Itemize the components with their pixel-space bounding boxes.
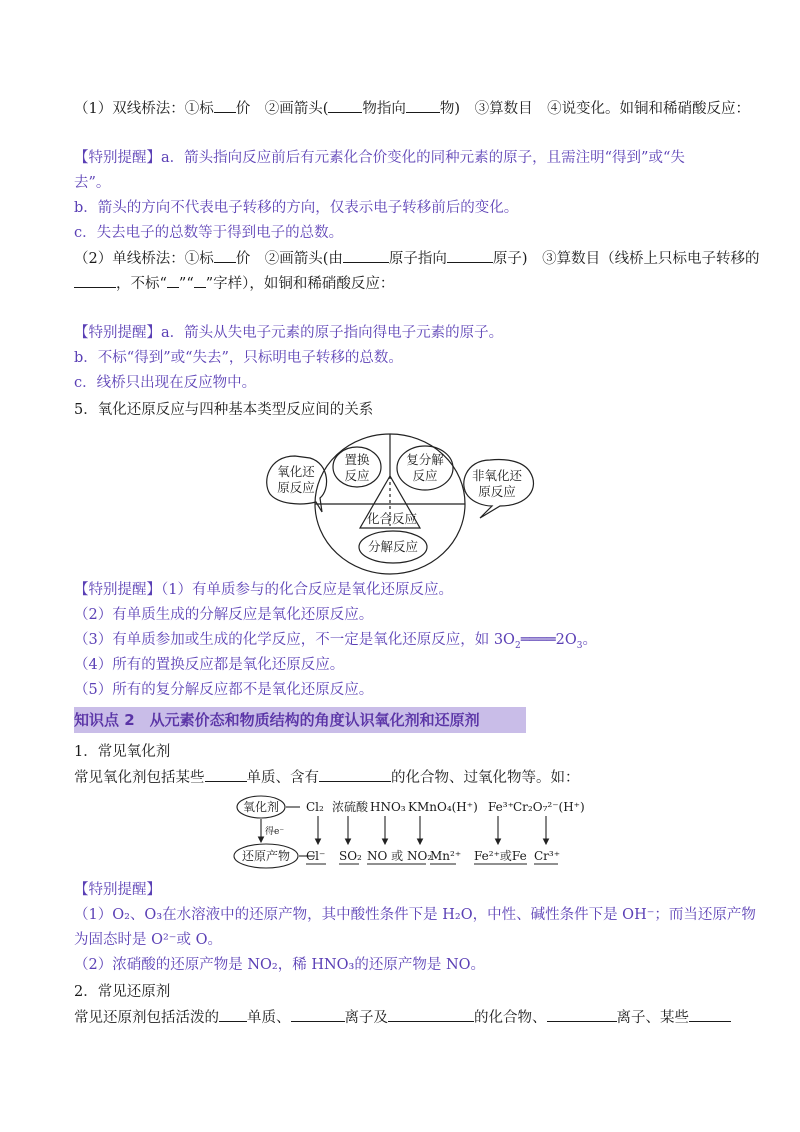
blank	[343, 248, 389, 263]
product-mn2: Mn²⁺	[430, 849, 462, 863]
tip1-line-a	[74, 148, 685, 168]
oxidant-intro-b: 单质、含有	[246, 770, 319, 786]
blank	[194, 273, 206, 288]
oxidant-label: 氧化剂	[242, 800, 280, 814]
oxidant-cr2o7: Cr₂O₇²⁻(H⁺)	[513, 800, 585, 814]
relation-diagram	[0, 426, 800, 586]
oxidant-title: 1．常见氧化剂	[74, 744, 171, 760]
blank	[319, 767, 391, 782]
blank	[74, 273, 116, 288]
tip3-item1: （1）有单质参与的化合反应是氧化还原反应。	[161, 582, 453, 598]
tip1-line-a2: 去”。	[74, 175, 111, 191]
oxidant-kmno4: KMnO₄(H⁺)	[408, 800, 478, 814]
single-bridge-text-5: ，不标“	[116, 276, 167, 292]
tip2-line-b: b．不标“得到”或“失去”，只标明电子转移的总数。	[74, 350, 403, 366]
tip3-line-3	[74, 630, 597, 656]
reduction-product-label: 还原产物	[241, 849, 291, 863]
single-bridge-text-7: ”字样），如铜和稀硝酸反应：	[205, 276, 395, 292]
tip-label: 【特别提醒】	[74, 325, 161, 341]
decomposition-text: 分解反应	[367, 539, 419, 554]
product-cl: Cl⁻	[306, 849, 326, 863]
relation-title: 5．氧化还原反应与四种基本类型反应间的关系	[74, 402, 374, 418]
tip1-line-c: c．失去电子的总数等于得到电子的总数。	[74, 225, 344, 241]
left-bubble-text-2: 原反应	[277, 480, 315, 495]
reductant-text-e: 离子、某些	[616, 1010, 689, 1026]
reductant-text-a: 常见还原剂包括活泼的	[74, 1010, 219, 1026]
blank	[214, 248, 236, 263]
tip1-a: a．箭头指向反应前后有元素化合价变化的同种元素的原子，且需注明“得到”或“失	[161, 150, 685, 166]
blank	[388, 1007, 474, 1022]
single-bridge-text-2: 价 ②画箭头(由	[235, 251, 343, 267]
knowledge-point-title: 知识点 2 从元素价态和物质结构的角度认识氧化剂和还原剂	[74, 711, 480, 729]
tip2-line-c: c．线桥只出现在反应物中。	[74, 375, 257, 391]
subscript: 3	[576, 640, 583, 651]
tip-label: 【特别提醒】	[74, 582, 161, 598]
double-decomp-text-2: 反应	[412, 468, 438, 483]
double-decomp-text-1: 复分解	[406, 452, 444, 467]
tip3-item3-eq: ════2O	[520, 632, 577, 648]
blank	[219, 1007, 247, 1022]
double-bridge-line	[74, 98, 750, 119]
replace-text-1: 置换	[344, 452, 370, 467]
oxidant-diagram	[0, 794, 800, 874]
oxidant-cl2: Cl₂	[306, 800, 324, 814]
reductant-text-c: 离子及	[344, 1010, 388, 1026]
left-bubble-text-1: 氧化还	[277, 464, 315, 479]
replace-text-2: 反应	[344, 468, 370, 483]
single-bridge-text-6: ”“	[178, 276, 194, 292]
tip3-item3: （3）有单质参加或生成的化学反应，不一定是氧化还原反应，如 3O	[74, 632, 515, 648]
tip3-line-5: （5）所有的复分解反应都不是氧化还原反应。	[74, 682, 374, 698]
tip2-line-a	[74, 323, 503, 343]
tip3-line-4: （4）所有的置换反应都是氧化还原反应。	[74, 657, 345, 673]
blank	[406, 98, 440, 113]
oxidant-intro	[74, 767, 580, 788]
product-so2: SO₂	[339, 849, 362, 863]
blank	[214, 98, 236, 113]
blank	[547, 1007, 617, 1022]
right-bubble-text-1: 非氧化还	[471, 468, 523, 483]
tip-label: 【特别提醒】	[74, 150, 161, 166]
oxidant-intro-c: 的化合物、过氧化物等。如：	[391, 770, 580, 786]
reductant-title: 2．常见还原剂	[74, 984, 171, 1000]
oxidant-h2so4: 浓硫酸	[332, 800, 369, 814]
blank	[291, 1007, 345, 1022]
tip2-a: a．箭头从失电子元素的原子指向得电子元素的原子。	[161, 325, 504, 341]
product-cr3: Cr³⁺	[534, 849, 561, 863]
product-fe: Fe²⁺或Fe	[474, 849, 527, 863]
blank	[447, 248, 493, 263]
tip4-label: 【特别提醒】	[74, 882, 161, 898]
single-bridge-line	[74, 248, 760, 269]
oxidant-intro-a: 常见氧化剂包括某些	[74, 770, 205, 786]
tip3-line-1	[74, 580, 453, 600]
double-bridge-text-4: 物) ③算数目 ④说变化。如铜和稀硝酸反应：	[439, 101, 751, 117]
right-bubble-text-2: 原反应	[478, 484, 516, 499]
double-bridge-text-1: （1）双线桥法：①标	[74, 101, 214, 117]
combination-text: 化合反应	[366, 511, 418, 526]
blank	[689, 1007, 731, 1022]
blank	[328, 98, 362, 113]
double-bridge-text-2: 价 ②画箭头(	[235, 101, 329, 117]
oxidant-hno3: HNO₃	[370, 800, 406, 814]
double-bridge-text-3: 物指向	[362, 101, 406, 117]
reductant-text-b: 单质、	[247, 1010, 291, 1026]
single-bridge-text-1: （2）单线桥法：①标	[74, 251, 214, 267]
single-bridge-text-3: 原子指向	[388, 251, 447, 267]
reductant-intro	[74, 1007, 731, 1028]
tip4-line-1: （1）O₂、O₃在水溶液中的还原产物，其中酸性条件下是 H₂O，中性、碱性条件下是 OH⁻；而当还原产物	[74, 907, 756, 923]
reductant-text-d: 的化合物、	[474, 1010, 547, 1026]
knowledge-point-heading	[74, 707, 526, 733]
blank	[205, 767, 247, 782]
tip1-line-b: b．箭头的方向不代表电子转移的方向，仅表示电子转移前后的变化。	[74, 200, 519, 216]
tip3-item3-end: 。	[582, 632, 597, 648]
subscript: 2	[514, 640, 521, 651]
product-no: NO 或 NO₂	[367, 849, 433, 863]
single-bridge-line-2	[74, 273, 394, 294]
tip4-line-2: （2）浓硝酸的还原产物是 NO₂，稀 HNO₃的还原产物是 NO。	[74, 957, 486, 973]
blank	[167, 273, 179, 288]
tip3-line-2: （2）有单质生成的分解反应是氧化还原反应。	[74, 607, 374, 623]
single-bridge-text-4: 原子) ③算数目（线桥上只标电子转移的	[492, 251, 760, 267]
gain-electron-label: 得e⁻	[265, 827, 285, 837]
oxidant-fe3: Fe³⁺	[488, 800, 514, 814]
tip4-line-1b: 为固态时是 O²⁻或 O。	[74, 932, 222, 948]
